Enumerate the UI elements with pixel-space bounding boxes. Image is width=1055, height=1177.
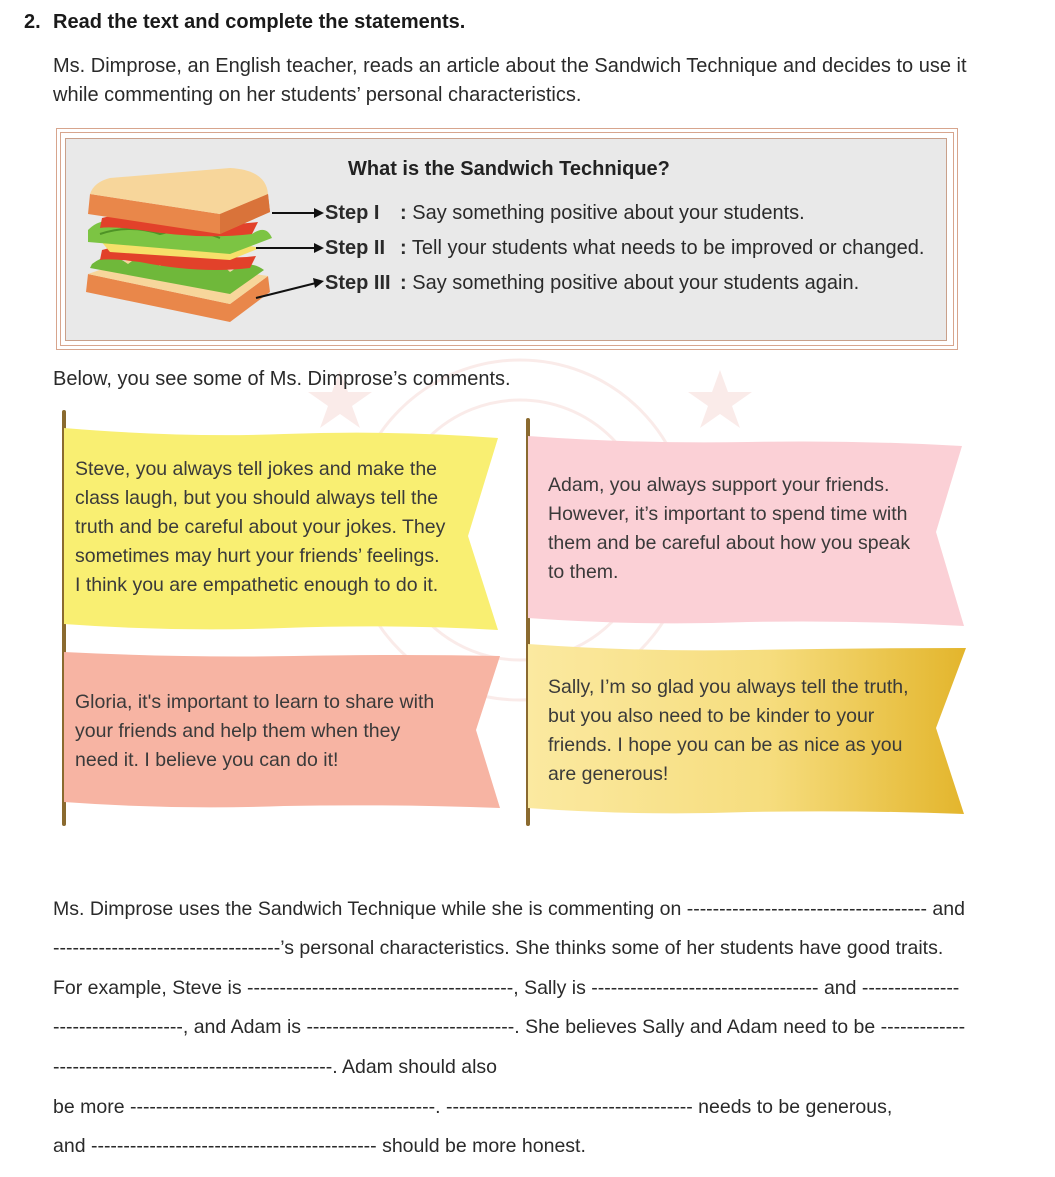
fill-line-4: --------------------, and Adam is --------------------------------. She believes Sally and Adam need to be -------------	[53, 1016, 966, 1038]
step-row-1	[325, 202, 805, 225]
step-text: Say something positive about your students.	[412, 202, 805, 224]
fill-line-6: be more -----------------------------------------------. -------------------------------------- needs to be generous,	[53, 1096, 893, 1118]
comment-line: need it. I believe you can do it!	[75, 749, 339, 771]
comment-line: your friends and help them when they	[75, 720, 401, 742]
intro-line: Ms. Dimprose, an English teacher, reads an article about the Sandwich Technique and decides to use it	[53, 55, 967, 77]
comment-line: but you also need to be kinder to your	[548, 705, 875, 727]
intro-paragraph	[53, 52, 1033, 110]
question-number: 2.	[24, 11, 41, 33]
comment-line: are generous!	[548, 763, 669, 785]
step-label: Step II	[325, 237, 386, 259]
fill-line-5: -------------------------------------------. Adam should also	[53, 1056, 497, 1078]
comment-line: truth and be careful about your jokes. They	[75, 516, 446, 538]
question-title: Read the text and complete the statements.	[53, 11, 466, 33]
comment-line: However, it’s important to spend time with	[548, 503, 908, 525]
fill-line-1: Ms. Dimprose uses the Sandwich Technique while she is commenting on ------------------------------------- and	[53, 898, 965, 920]
step-arrows	[240, 200, 330, 300]
comment-line: Steve, you always tell jokes and make the	[75, 458, 438, 480]
step-label: Step III	[325, 272, 391, 294]
step-text: Tell your students what needs to be improved or changed.	[411, 237, 925, 259]
comment-line: friends. I hope you can be as nice as you	[548, 734, 903, 756]
comment-line: I think you are empathetic enough to do it.	[75, 574, 439, 596]
comment-steve	[75, 455, 445, 600]
comment-line: Sally, I’m so glad you always tell the truth,	[548, 676, 909, 698]
comment-line: to them.	[548, 561, 619, 583]
fill-line-7: and -------------------------------------------- should be more honest.	[53, 1135, 586, 1157]
step-text: Say something positive about your students again.	[412, 272, 860, 294]
comments-intro: Below, you see some of Ms. Dimprose’s comments.	[53, 368, 511, 390]
step-row-2	[325, 237, 924, 260]
step-row-3	[325, 272, 859, 295]
comment-line: Gloria, it's important to learn to share with	[75, 691, 435, 713]
comment-sally	[548, 673, 909, 789]
step-colon: :	[400, 272, 407, 294]
step-colon: :	[400, 202, 407, 224]
step-colon: :	[400, 237, 407, 259]
comment-gloria	[75, 688, 434, 775]
comment-line: sometimes may hurt your friends’ feelings.	[75, 545, 440, 567]
comment-line: class laugh, but you should always tell the	[75, 487, 439, 509]
comment-line: Adam, you always support your friends.	[548, 474, 890, 496]
step-label: Step I	[325, 202, 380, 224]
fill-line-3: For example, Steve is -----------------------------------------, Sally is ----------------------------------- and ---------------	[53, 977, 960, 999]
intro-line: while commenting on her students’ personal characteristics.	[53, 84, 582, 106]
comment-line: them and be careful about how you speak	[548, 532, 911, 554]
technique-title: What is the Sandwich Technique?	[348, 158, 670, 180]
comment-adam	[548, 471, 910, 587]
fill-line-2: -----------------------------------’s personal characteristics. She thinks some of her students have good traits.	[53, 937, 944, 959]
